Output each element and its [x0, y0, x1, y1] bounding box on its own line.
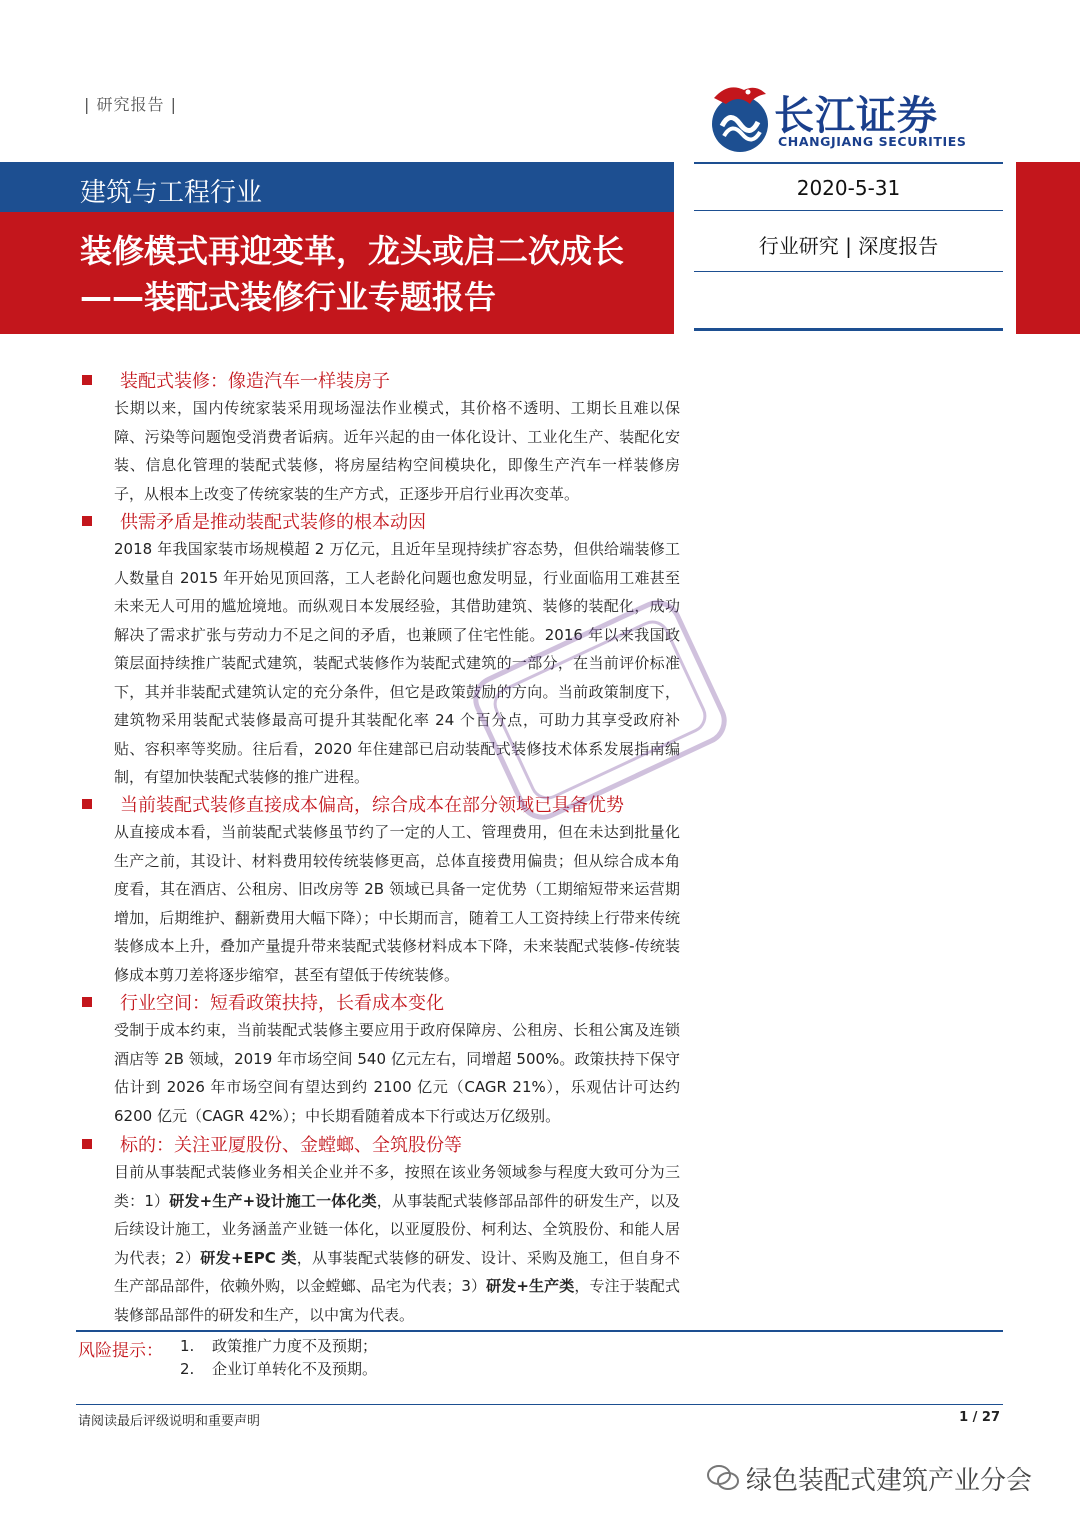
- page-number: 1 / 27: [959, 1410, 1000, 1425]
- section-body: 受制于成本约束，当前装配式装修主要应用于政府保障房、公租房、长租公寓及连锁酒店等 2B 领域，2019 年市场空间 540 亿元左右，同增超 500%。政策扶持下保守估计到 2026 年市场空间有望达到约 2100 亿元（CAGR 21%），乐观估计可达约 6200 亿元（CAGR 42%）；中长期看随着成本下行或达万亿级别。: [114, 1021, 680, 1125]
- report-title: 装修模式再迎变革，龙头或启二次成长——装配式装修行业专题报告: [80, 232, 625, 316]
- section-heading: 行业空间：短看政策扶持，长看成本变化: [120, 993, 444, 1014]
- risk-divider: [76, 1330, 1003, 1332]
- report-type: 行业研究 | 深度报告: [758, 234, 939, 258]
- logo-chinese-name: 长江证券: [774, 93, 938, 139]
- bullet-square-icon: [82, 516, 92, 526]
- industry-bar: [0, 162, 674, 212]
- footer-divider: [76, 1404, 1003, 1405]
- divider-line: [694, 271, 1003, 272]
- section-body: 目前从事装配式装修业务相关企业并不多，按照在该业务领域参与程度大致可分为三类：1）研发+生产+设计施工一体化类，从事装配式装修部品部件的研发生产，以及后续设计施工，业务涵盖产业链一体化，以亚厦股份、柯利达、全筑股份、和能人居为代表；2）研发+EPC 类，从事装配式装修的研发、设计、采购及施工，但自身不生产部品部件，依赖外购，以金螳螂、品宅为代表；3）研发+生产类，专注于装配式装修部品部件的研发和生产，以中寓为代表。: [114, 1163, 681, 1324]
- section-heading: 供需矛盾是推动装配式装修的根本动因: [120, 512, 426, 533]
- section-1: [80, 366, 680, 508]
- footer-notice: 请阅读最后评级说明和重要声明: [78, 1414, 261, 1429]
- logo-english-name: CHANGJIANG SECURITIES: [778, 134, 967, 149]
- bullet-square-icon: [82, 997, 92, 1007]
- dragon-emblem-icon: [708, 80, 770, 154]
- report-date: 2020-5-31: [796, 176, 901, 200]
- section-4: [80, 988, 680, 1130]
- section-heading: 装配式装修：像造汽车一样装房子: [120, 371, 390, 392]
- divider-line: [694, 210, 1003, 211]
- risk-item: 2. 企业订单转化不及预期。: [180, 1360, 378, 1378]
- changjiang-securities-logo: [708, 80, 998, 160]
- bullet-square-icon: [82, 375, 92, 385]
- risk-label: 风险提示：: [78, 1341, 163, 1361]
- right-accent-bar: [1016, 162, 1080, 334]
- section-body: 长期以来，国内传统家装采用现场湿法作业模式，其价格不透明、工期长且难以保障、污染等问题饱受消费者诟病。近年兴起的由一体化设计、工业化生产、装配化安装、信息化管理的装配式装修，将房屋结构空间模块化，即像生产汽车一样装修房子，从根本上改变了传统家装的生产方式，正逐步开启行业再次变革。: [114, 399, 680, 503]
- section-heading: 当前装配式装修直接成本偏高，综合成本在部分领域已具备优势: [120, 795, 624, 816]
- section-3: [80, 790, 680, 989]
- divider-line: [694, 328, 1003, 331]
- bullet-square-icon: [82, 1139, 92, 1149]
- section-body: 从直接成本看，当前装配式装修虽节约了一定的人工、管理费用，但在未达到批量化生产之前，其设计、材料费用较传统装修更高，总体直接费用偏贵；但从综合成本角度看，其在酒店、公租房、旧改房等 2B 领域已具备一定优势（工期缩短带来运营期增加，后期维护、翻新费用大幅下降）；中长期而言，随着工人工资持续上行带来传统装修成本上升，叠加产量提升带来装配式装修材料成本下降，未来装配式装修-传统装修成本剪刀差将逐步缩窄，甚至有望低于传统装修。: [114, 823, 680, 984]
- title-bar: [0, 212, 674, 334]
- section-body: 2018 年我国家装市场规模超 2 万亿元，且近年呈现持续扩容态势，但供给端装修工人数量自 2015 年开始见顶回落，工人老龄化问题也愈发明显，行业面临用工难甚至未来无人可用的尴尬境地。而纵观日本发展经验，其借助建筑、装修的装配化，成功解决了需求扩张与劳动力不足之间的矛盾，也兼顾了住宅性能。2016 年以来我国政策层面持续推广装配式建筑，装配式装修作为装配式建筑的一部分，在当前评价标准下，其并非装配式建筑认定的充分条件，但它是政策鼓励的方向。当前政策制度下，建筑物采用装配式装修最高可提升其装配化率 24 个百分点，可助力其享受政府补贴、容积率等奖励。往后看，2020 年住建部已启动装配式装修技术体系发展指南编制，有望加快装配式装修的推广进程。: [114, 540, 680, 786]
- risk-item: 1. 政策推广力度不及预期；: [180, 1337, 378, 1355]
- wechat-icon: [706, 1464, 740, 1492]
- section-5: [80, 1130, 680, 1329]
- industry-label: 建筑与工程行业: [80, 178, 263, 208]
- bullet-square-icon: [82, 799, 92, 809]
- section-heading: 标的：关注亚厦股份、金螳螂、全筑股份等: [120, 1135, 462, 1156]
- divider-line: [694, 162, 1003, 164]
- watermark-text: 绿色装配式建筑产业分会: [746, 1466, 1033, 1496]
- doc-type-tag: | 研究报告 |: [84, 95, 177, 114]
- section-2: [80, 507, 680, 792]
